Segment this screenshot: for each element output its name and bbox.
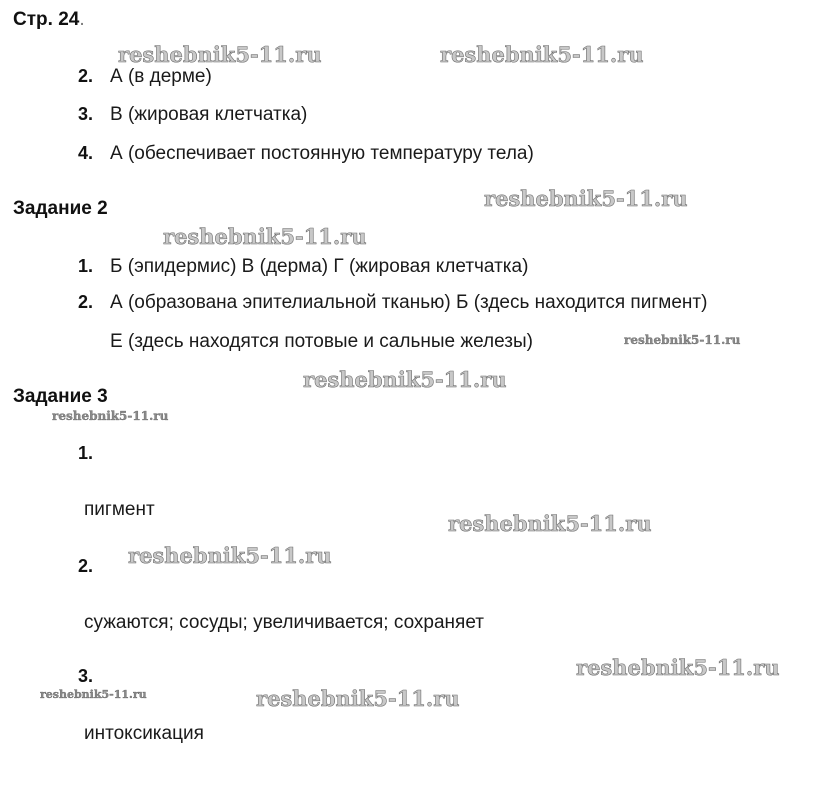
task3-item-1-number: 1.: [78, 443, 94, 463]
task2-item-1-text: Б (эпидермис) В (дерма) Г (жировая клетчатка): [110, 256, 529, 277]
page-header: [13, 9, 85, 31]
watermark-logo: reshebnik5-11.ru: [52, 409, 169, 423]
task1-item-4-number: 4.: [78, 143, 94, 163]
task3-item-3-answer: интоксикация: [84, 723, 204, 744]
watermark-logo: reshebnik5-11.ru: [118, 42, 322, 67]
task3-item-2-answer: сужаются; сосуды; увеличивается; сохраняет: [84, 612, 484, 633]
watermark-logo: reshebnik5-11.ru: [624, 333, 741, 347]
watermark-logo: reshebnik5-11.ru: [440, 42, 644, 67]
page-header-text: Стр. 24: [13, 9, 80, 30]
task3-item-3-number: 3.: [78, 666, 94, 686]
watermark-logo: reshebnik5-11.ru: [303, 367, 507, 392]
task2-title: Задание 2: [13, 198, 108, 219]
watermark-logo: reshebnik5-11.ru: [163, 224, 367, 249]
task3-title: Задание 3: [13, 386, 108, 407]
watermark-logo: reshebnik5-11.ru: [128, 543, 332, 568]
task1-item-3-number: 3.: [78, 104, 94, 124]
task2-item-2-continuation: Е (здесь находятся потовые и сальные железы): [110, 331, 533, 352]
watermark-logo: reshebnik5-11.ru: [40, 688, 147, 701]
watermark-logo: reshebnik5-11.ru: [256, 686, 460, 711]
task2-item-2-text: А (образована эпителиальной тканью) Б (здесь находится пигмент): [110, 292, 708, 313]
task1-item-2-number: 2.: [78, 66, 94, 86]
task2-item-2-number: 2.: [78, 292, 94, 312]
watermark-logo: reshebnik5-11.ru: [448, 511, 652, 536]
task3-item-1-answer: пигмент: [84, 499, 155, 520]
task2-item-1-number: 1.: [78, 256, 94, 276]
task1-item-2-text: А (в дерме): [110, 66, 212, 87]
page-header-dot: .: [79, 9, 85, 30]
task1-item-3-text: В (жировая клетчатка): [110, 104, 308, 125]
task1-item-4-text: А (обеспечивает постоянную температуру тела): [110, 143, 534, 164]
watermark-logo: reshebnik5-11.ru: [484, 186, 688, 211]
task3-item-2-number: 2.: [78, 556, 94, 576]
watermark-logo: reshebnik5-11.ru: [576, 655, 780, 680]
